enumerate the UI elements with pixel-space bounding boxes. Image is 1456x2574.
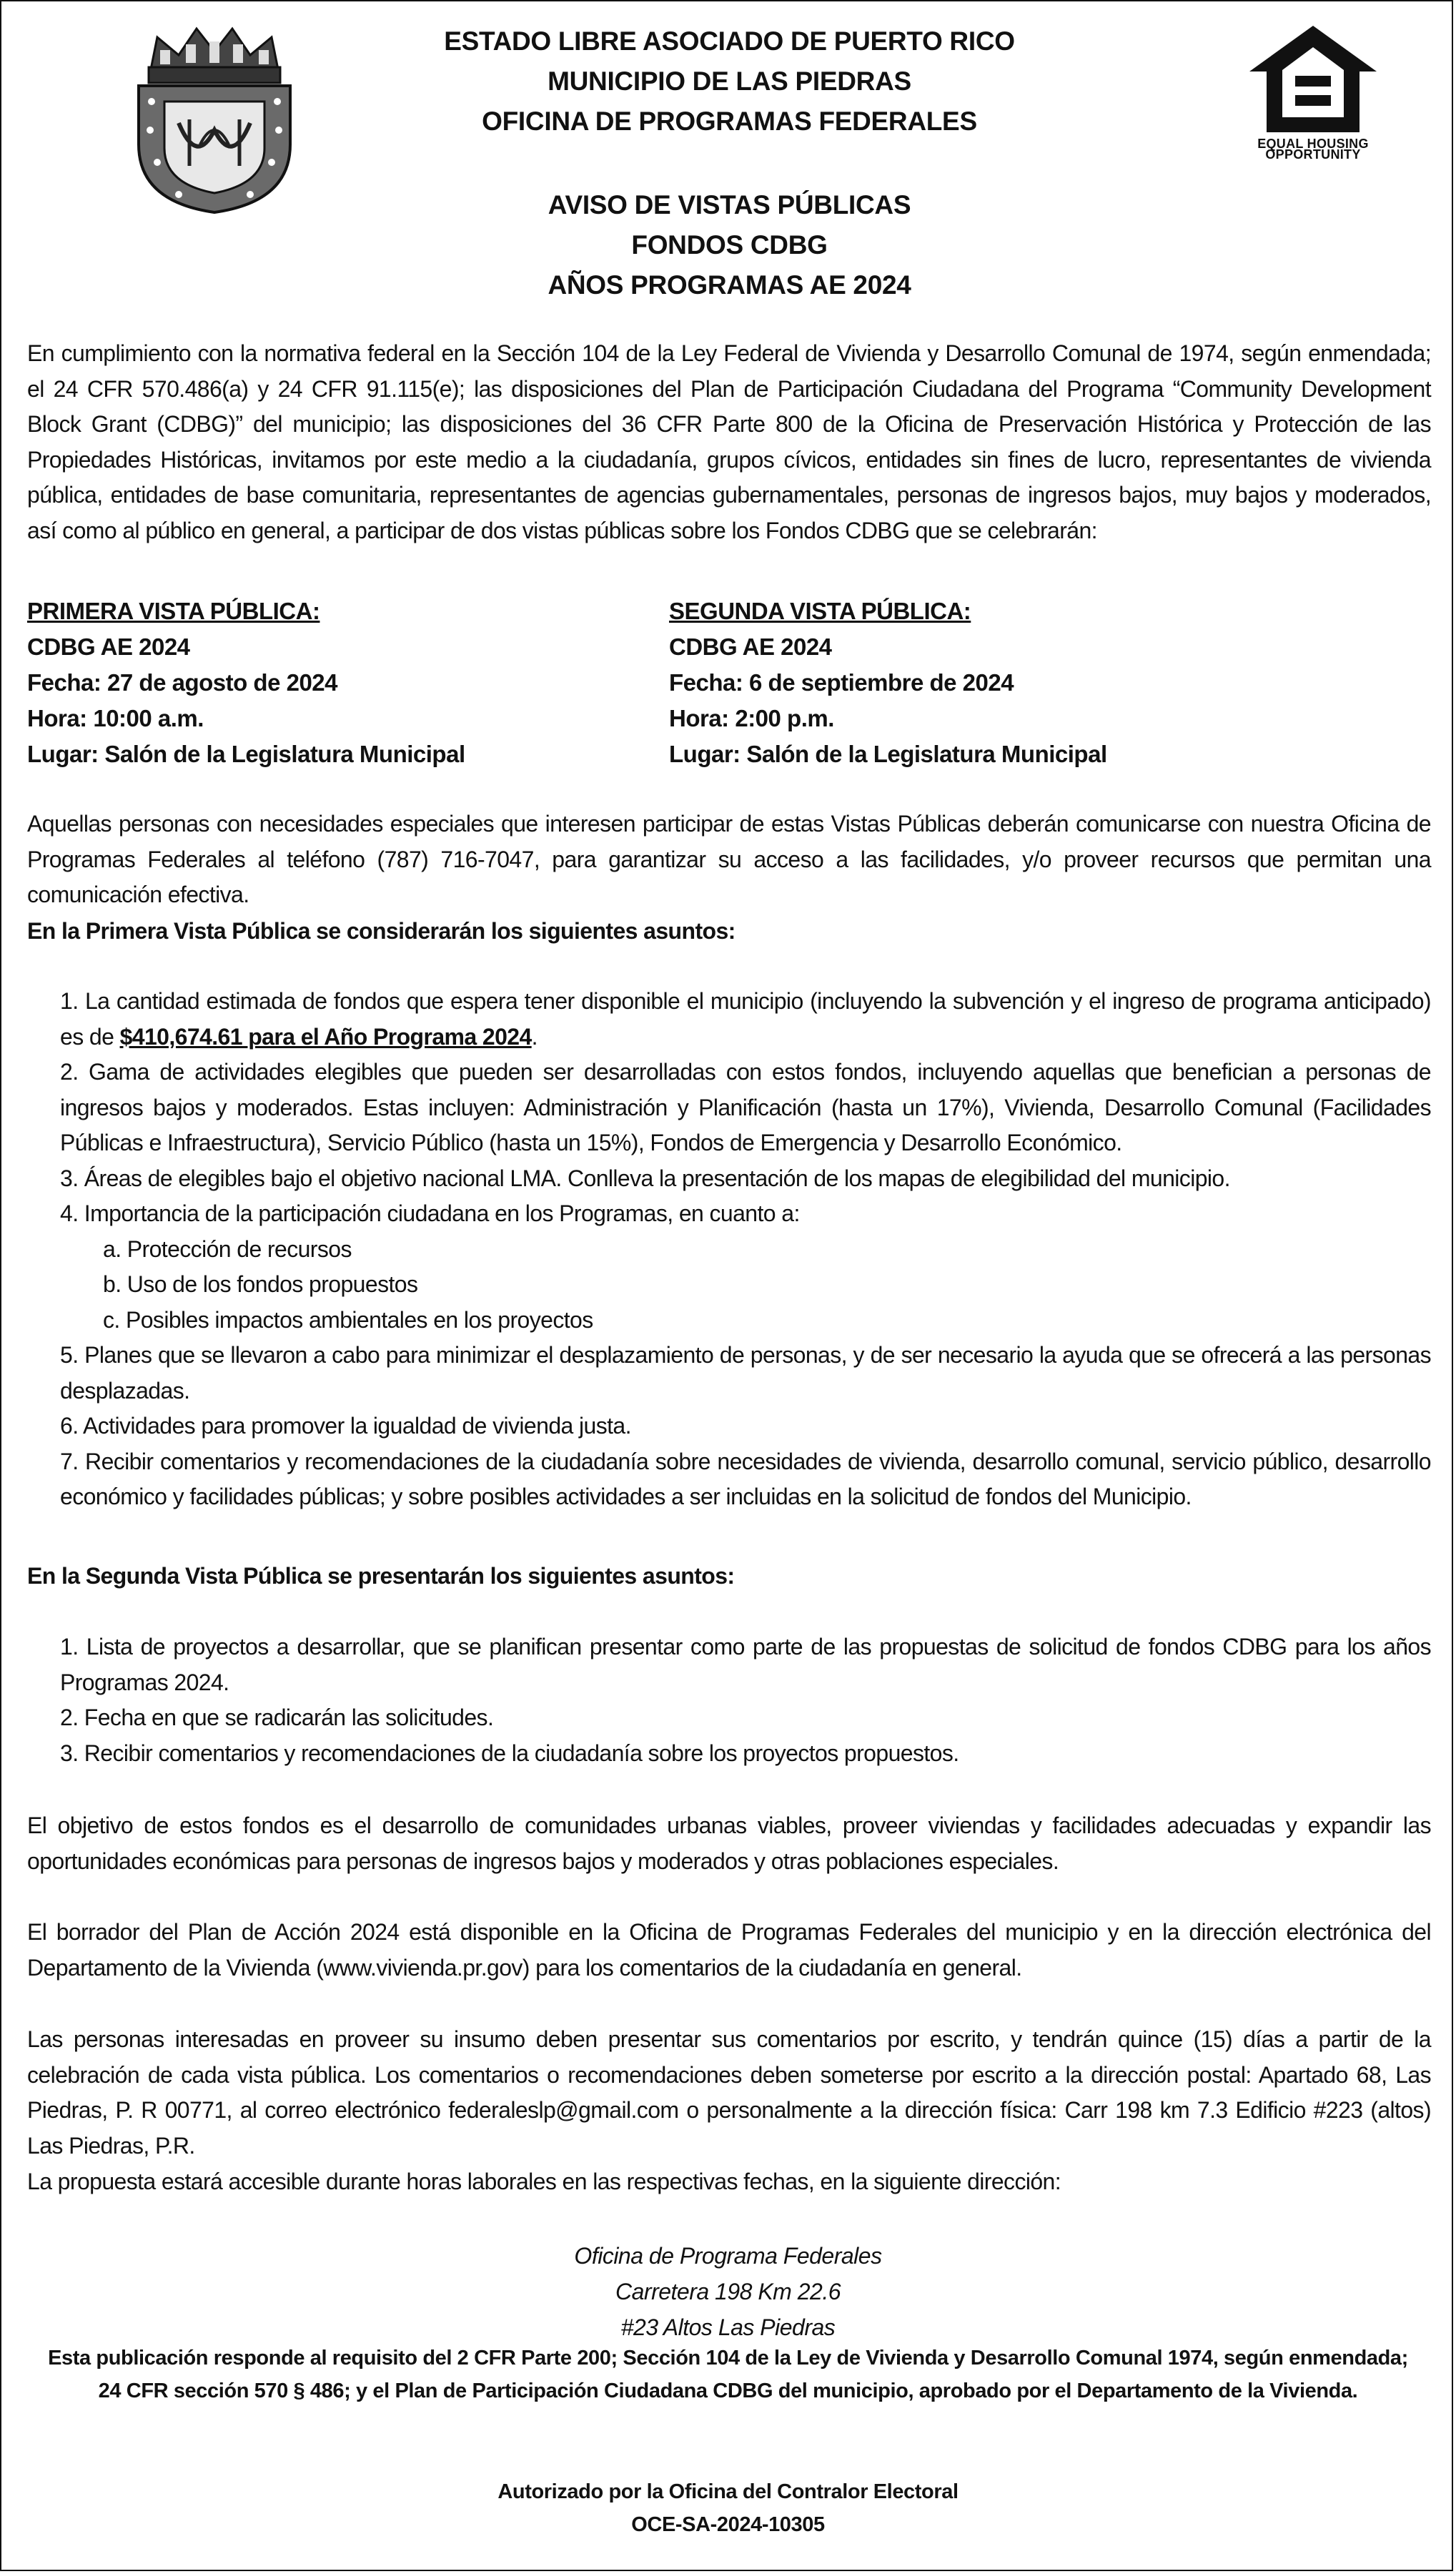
primera-vista-program: CDBG AE 2024 xyxy=(27,633,190,660)
intro-paragraph: En cumplimiento con la normativa federal en la Sección 104 de la Ley Federal de Vivienda y Desarrollo Comunal de 1974, según enmendada; el 24 CFR 570.486(a) y 24 CFR 91.115(e); las disposiciones del Plan de Participación Ciudadana del Programa “Community Development Block Grant (CDBG)” del municipio; las disposiciones del 36 CFR Parte 800 de la Oficina de Preservación Histórica y Protección de las Propiedades Históricas, invitamos por este medio a la ciudadanía, grupos cívicos, entidades sin fines de lucro, representantes de vivienda pública, entidades de base comunitaria, representantes de agencias gubernamentales, personas de ingresos bajos, muy bajos y moderados, así como al público en general, a participar de dos vistas públicas sobre los Fondos CDBG que se celebrarán: xyxy=(27,340,1431,543)
item1-end: . xyxy=(531,1023,538,1050)
segunda-section-list xyxy=(27,1629,1431,1771)
list-subitem: c. Posibles impactos ambientales en los proyectos xyxy=(103,1306,593,1333)
list-item: 3. Áreas de elegibles bajo el objetivo nacional LMA. Conlleva la presentación de los mapas de elegibilidad del municipio. xyxy=(60,1165,1230,1191)
title-line-1: AVISO DE VISTAS PÚBLICAS xyxy=(548,190,911,220)
objective-paragraph: El objetivo de estos fondos es el desarrollo de comunidades urbanas viables, proveer viviendas y facilidades adecuadas y expandir las oportunidades económicas para personas de ingresos bajos y moderados y otras poblaciones especiales. xyxy=(27,1813,1431,1874)
title-line-3: AÑOS PROGRAMAS AE 2024 xyxy=(548,270,911,300)
draft-plan-paragraph: El borrador del Plan de Acción 2024 está disponible en la Oficina de Programas Federales del municipio y en la dirección electrónica del Departamento de la Vivienda (www.vivienda.pr.gov) para los comentarios de la ciudadanía en general. xyxy=(27,1919,1431,1981)
primera-vista-lugar: Lugar: Salón de la Legislatura Municipal xyxy=(27,741,465,767)
publication-note: Esta publicación responde al requisito del 2 CFR Parte 200; Sección 104 de la Ley de Vivienda y Desarrollo Comunal 1974, según enmendada; 24 CFR sección 570 § 486; y el Plan de Participación Ciudadana CDBG del municipio, aprobado por el Departamento de la Vivienda. xyxy=(48,2347,1408,2402)
list-item: 7. Recibir comentarios y recomendaciones de la ciudadanía sobre necesidades de vivienda, desarrollo comunal, servicio público, desarrollo económico y facilidades públicas; y sobre posibles actividades a ser incluidas en la solicitud de fondos del Municipio. xyxy=(60,1448,1431,1509)
primera-vista-block xyxy=(27,593,465,772)
header xyxy=(330,21,1129,142)
comments-paragraph: Las personas interesadas en proveer su insumo deben presentar sus comentarios por escrito, y tendrán quince (15) días a partir de la celebración de cada vista pública. Los comentarios o recomendaciones deben someterse por escrito a la dirección postal: Apartado 68, Las Piedras, P. R 00771, al correo electrónico federaleslp@gmail.com o personalmente a la dirección física: Carr 198 km 7.3 Edificio #223 (altos) Las Piedras, P.R. xyxy=(27,2026,1431,2159)
authorization-code: OCE-SA-2024-10305 xyxy=(631,2513,825,2536)
segunda-vista-hora: Hora: 2:00 p.m. xyxy=(669,705,834,731)
segunda-vista-block xyxy=(669,593,1107,772)
item1-text: 1. La cantidad estimada de fondos que espera tener disponible el municipio (incluyendo la subvención y el ingreso de programa anticipado) es de xyxy=(60,988,1431,1050)
header-line-3: OFICINA DE PROGRAMAS FEDERALES xyxy=(482,107,977,136)
eho-caption-line2: OPPORTUNITY xyxy=(1265,147,1361,162)
primera-vista-hora: Hora: 10:00 a.m. xyxy=(27,705,204,731)
segunda-vista-fecha: Fecha: 6 de septiembre de 2024 xyxy=(669,669,1014,696)
header-line-1: ESTADO LIBRE ASOCIADO DE PUERTO RICO xyxy=(444,26,1015,56)
title-line-2: FONDOS CDBG xyxy=(631,230,828,260)
segunda-vista-heading: SEGUNDA VISTA PÚBLICA: xyxy=(669,598,971,624)
address-line-1: Oficina de Programa Federales xyxy=(574,2243,882,2269)
address-line-2: Carretera 198 Km 22.6 xyxy=(615,2279,841,2304)
notice-title xyxy=(330,185,1129,305)
header-line-2: MUNICIPIO DE LAS PIEDRAS xyxy=(548,66,911,96)
availability-paragraph: La propuesta estará accesible durante horas laborales en las respectivas fechas, en la siguiente dirección: xyxy=(27,2169,1061,2194)
primera-vista-heading: PRIMERA VISTA PÚBLICA: xyxy=(27,598,320,624)
list-item: 3. Recibir comentarios y recomendaciones de la ciudadanía sobre los proyectos propuestos. xyxy=(60,1740,959,1766)
list-item: 1. Lista de proyectos a desarrollar, que se planifican presentar como parte de las propuestas de solicitud de fondos CDBG para los años Programas 2024. xyxy=(60,1634,1431,1695)
list-item: 4. Importancia de la participación ciudadana en los Programas, en cuanto a: xyxy=(60,1200,800,1226)
list-item: 6. Actividades para promover la igualdad de vivienda justa. xyxy=(60,1413,631,1439)
list-item: 5. Planes que se llevaron a cabo para minimizar el desplazamiento de personas, y de ser necesario la ayuda que se ofrecerá a las personas desplazadas. xyxy=(60,1342,1431,1404)
funding-amount: $410,674.61 para el Año Programa 2024 xyxy=(119,1023,532,1050)
primera-section-list xyxy=(27,984,1431,1515)
authorization-block xyxy=(44,2475,1412,2541)
segunda-vista-lugar: Lugar: Salón de la Legislatura Municipal xyxy=(669,741,1107,767)
equal-housing-opportunity-icon xyxy=(1245,21,1381,136)
primera-section-heading: En la Primera Vista Pública se considerarán los siguientes asuntos: xyxy=(27,918,736,944)
list-item xyxy=(60,984,1431,1055)
segunda-vista-program: CDBG AE 2024 xyxy=(669,633,832,660)
authorized-by: Autorizado por la Oficina del Contralor Electoral xyxy=(497,2480,959,2503)
special-needs-paragraph: Aquellas personas con necesidades especiales que interesen participar de estas Vistas Públicas deberán comunicarse con nuestra Oficina de Programas Federales al teléfono (787) 716-7047, para garantizar su acceso a las facilidades, y/o proveer recursos que permitan una comunicación efectiva. xyxy=(27,811,1431,907)
list-subitem: a. Protección de recursos xyxy=(103,1236,352,1262)
equal-housing-logo xyxy=(1242,21,1385,164)
municipal-seal-icon xyxy=(129,23,300,216)
primera-vista-fecha: Fecha: 27 de agosto de 2024 xyxy=(27,669,338,696)
address-line-3: #23 Altos Las Piedras xyxy=(620,2314,836,2340)
list-subitem: b. Uso de los fondos propuestos xyxy=(103,1271,418,1297)
list-item: 2. Fecha en que se radicarán las solicitudes. xyxy=(60,1705,494,1730)
address-block xyxy=(1,2238,1455,2345)
eho-caption-line1: EQUAL HOUSING xyxy=(1257,137,1369,151)
list-item: 2. Gama de actividades elegibles que pueden ser desarrolladas con estos fondos, incluyendo aquellas que benefician a personas de ingresos bajos y moderados. Estas incluyen: Administración y Planificación (hasta un 17%), Vivienda, Desarrollo Comunal (Facilidades Públicas e Infraestructura), Servicio Público (hasta un 15%), Fondos de Emergencia y Desarrollo Económico. xyxy=(60,1059,1431,1155)
segunda-section-heading: En la Segunda Vista Pública se presentarán los siguientes asuntos: xyxy=(27,1563,735,1589)
